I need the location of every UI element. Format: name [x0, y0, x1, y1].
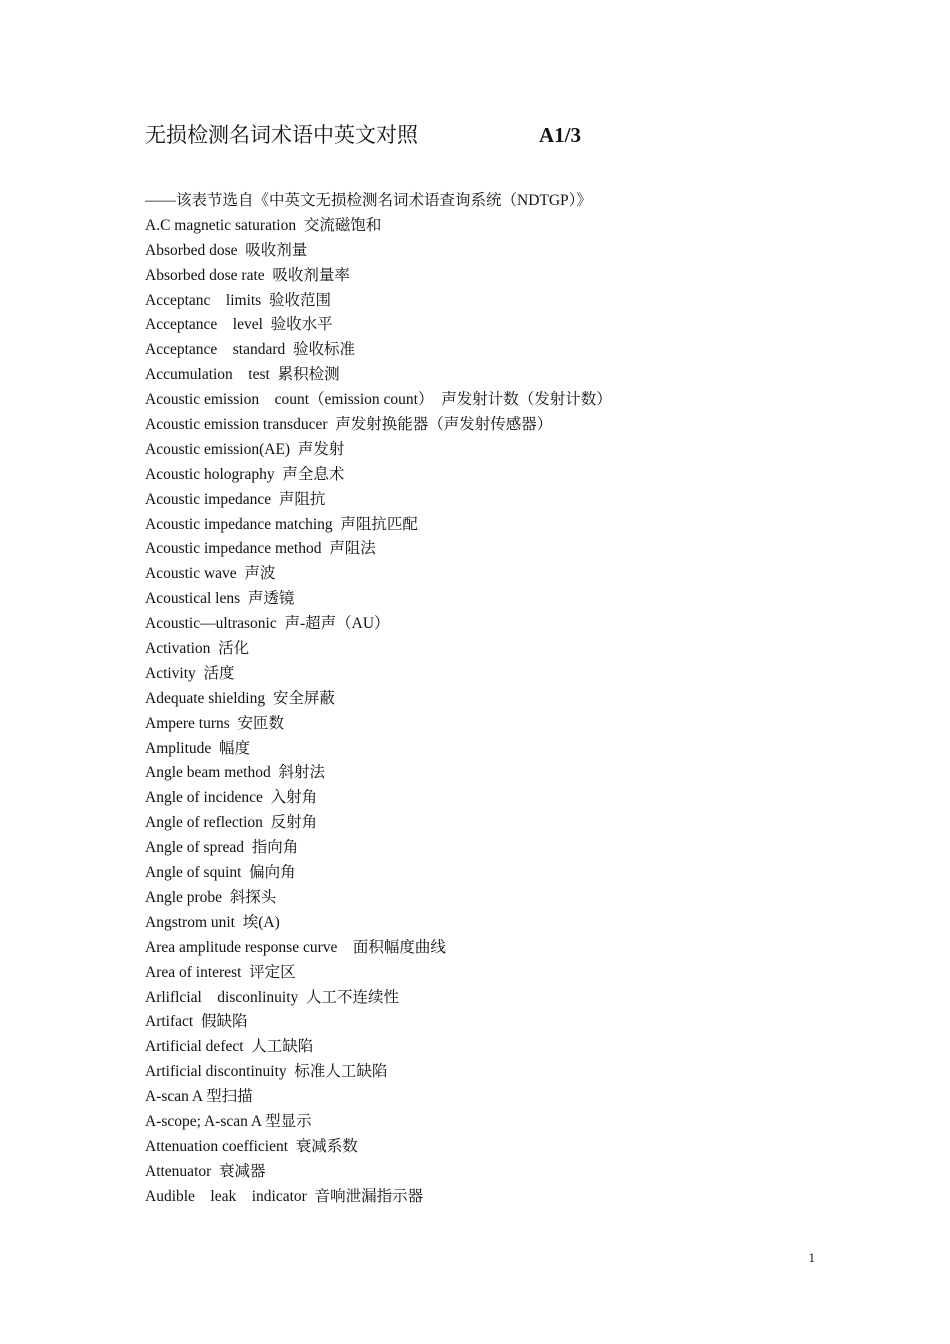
document-code: A1/3 [539, 123, 581, 147]
term-entry: Angle of squint 偏向角 [145, 864, 296, 882]
term-entry: Acoustic emission transducer 声发射换能器（声发射传感器） [145, 416, 553, 434]
page-number: 1 [808, 1250, 815, 1265]
term-entry: Angle of spread 指向角 [145, 839, 299, 857]
term-entry: Acceptanc limits 验收范围 [145, 291, 331, 309]
term-entry: A-scan A 型扫描 [145, 1088, 253, 1106]
term-entry: Angle of reflection 反射角 [145, 814, 318, 832]
term-entry: Adequate shielding 安全屏蔽 [145, 689, 335, 707]
term-entry: A.C magnetic saturation 交流磁饱和 [145, 216, 382, 234]
term-entry: Acceptance level 验收水平 [145, 316, 333, 334]
term-entry: Area of interest 评定区 [145, 963, 296, 981]
term-entry: Angle probe 斜探头 [145, 888, 277, 906]
term-entry: A-scope; A-scan A 型显示 [145, 1112, 312, 1130]
term-entry: Acoustic impedance matching 声阻抗匹配 [145, 515, 418, 533]
term-entry: Acoustic—ultrasonic 声-超声（AU） [145, 615, 390, 633]
term-entry: Absorbed dose 吸收剂量 [145, 241, 308, 259]
term-entry: Artificial discontinuity 标准人工缺陷 [145, 1063, 388, 1081]
term-entry: Absorbed dose rate 吸收剂量率 [145, 266, 350, 284]
term-entry: Accumulation test 累积检测 [145, 366, 340, 384]
page-title: 无损检测名词术语中英文对照 [145, 123, 418, 147]
term-entry: Acoustic impedance method 声阻法 [145, 540, 376, 558]
term-entry: Artifact 假缺陷 [145, 1013, 248, 1031]
term-entry: Acceptance standard 验收标准 [145, 341, 356, 359]
term-entry: Area amplitude response curve 面积幅度曲线 [145, 938, 446, 956]
term-entry: Angle beam method 斜射法 [145, 764, 325, 782]
term-entry: Artificial defect 人工缺陷 [145, 1038, 314, 1056]
term-entry: Ampere turns 安匝数 [145, 714, 285, 732]
term-entry: Acoustic emission(AE) 声发射 [145, 440, 345, 458]
source-note: ——该表节选自《中英文无损检测名词术语查询系统（NDTGP）》 [145, 192, 592, 209]
term-entry: Arliflcial disconlinuity 人工不连续性 [145, 988, 400, 1006]
term-entry: Attenuation coefficient 衰减系数 [145, 1137, 358, 1155]
title-row [145, 119, 845, 151]
term-entry: Acoustic holography 声全息术 [145, 465, 345, 483]
term-entry: Audible leak indicator 音响泄漏指示器 [145, 1187, 424, 1205]
term-entry: Activation 活化 [145, 640, 250, 658]
term-entry: Acoustic wave 声波 [145, 565, 276, 583]
term-entry: Activity 活度 [145, 664, 235, 682]
term-entry: Acoustic emission count（emission count） 声发射计数（发射计数） [145, 391, 612, 409]
term-entry: Angstrom unit 埃(A) [145, 913, 280, 931]
term-entry: Amplitude 幅度 [145, 739, 251, 757]
term-entry: Attenuator 衰减器 [145, 1162, 266, 1180]
term-entry: Acoustic impedance 声阻抗 [145, 490, 326, 508]
term-entry: Angle of incidence 入射角 [145, 789, 318, 807]
term-entry: Acoustical lens 声透镜 [145, 590, 295, 608]
term-list [145, 189, 845, 1210]
